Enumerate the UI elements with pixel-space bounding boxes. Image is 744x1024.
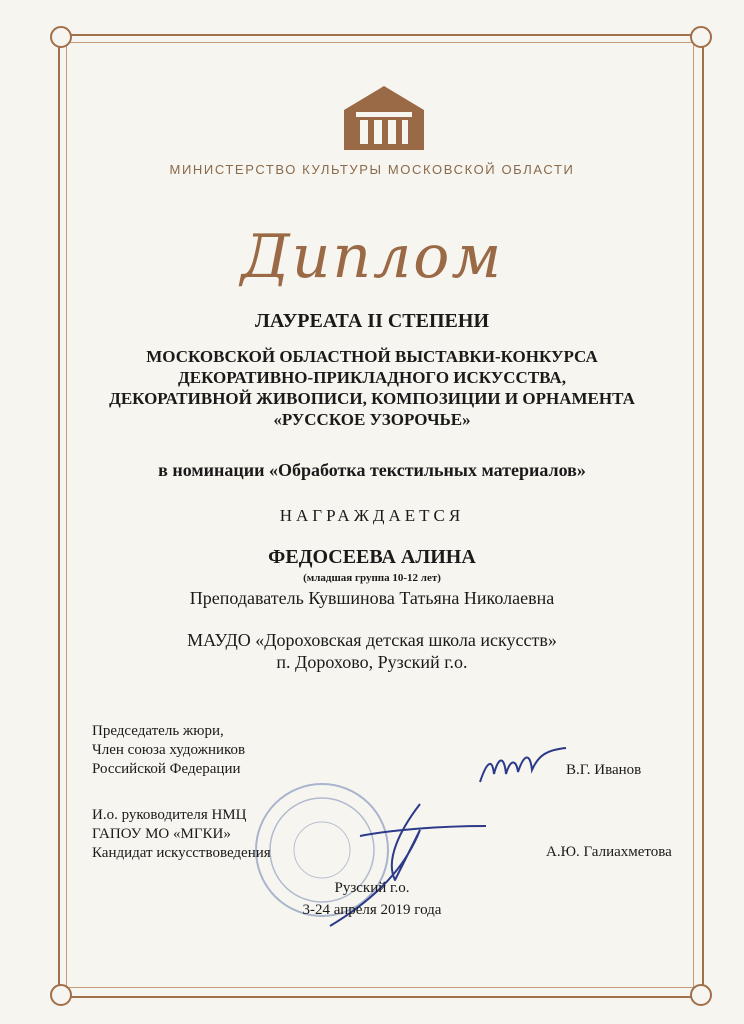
head-name: А.Ю. Галиахметова [546,844,672,860]
laureate-degree: ЛАУРЕАТА II СТЕПЕНИ [255,310,489,332]
nomination: в номинации «Обработка текстильных материалов» [158,460,586,480]
awarded-label: НАГРАЖДАЕТСЯ [279,506,465,525]
diploma-title: Диплом [240,222,504,292]
teacher-name: Преподаватель Кувшинова Татьяна Николаевна [189,588,555,608]
recipient-name: ФЕДОСЕЕВА АЛИНА [268,546,476,568]
city: Рузский г.о. [334,880,410,896]
frame-corner-ornament [690,984,712,1006]
date: 3-24 апреля 2019 года [302,902,442,918]
chair-signature-block [92,722,245,779]
chair-title-line: Член союза художников [92,742,246,758]
head-title-line: ГАПОУ МО «МГКИ» [92,826,231,842]
head-signature-block [92,806,271,863]
exhibition-title [0,346,744,430]
recipient-group: (младшая группа 10-12 лет) [303,572,441,584]
frame-corner-ornament [690,26,712,48]
chair-name: В.Г. Иванов [566,762,642,778]
chair-title-line: Председатель жюри, [92,723,224,739]
exhibition-line: ДЕКОРАТИВНО-ПРИКЛАДНОГО ИСКУССТВА, [178,368,566,387]
exhibition-line: «РУССКОЕ УЗОРОЧЬЕ» [273,410,471,429]
frame-corner-ornament [50,26,72,48]
chair-title-line: Российской Федерации [92,761,241,777]
school-place: п. Дорохово, Рузский г.о. [276,652,468,672]
ministry-logo-icon [334,82,434,154]
exhibition-line: МОСКОВСКОЙ ОБЛАСТНОЙ ВЫСТАВКИ-КОНКУРСА [146,347,598,366]
head-title-line: Кандидат искусствоведения [92,845,271,861]
ministry-name: МИНИСТЕРСТВО КУЛЬТУРЫ МОСКОВСКОЙ ОБЛАСТИ [169,162,575,177]
exhibition-line: ДЕКОРАТИВНОЙ ЖИВОПИСИ, КОМПОЗИЦИИ И ОРНАМЕНТА [109,389,635,408]
chair-signature-icon [476,744,572,790]
school-name: МАУДО «Дороховская детская школа искусств» [187,630,557,650]
frame-corner-ornament [50,984,72,1006]
head-title-line: И.о. руководителя НМЦ [92,807,247,823]
